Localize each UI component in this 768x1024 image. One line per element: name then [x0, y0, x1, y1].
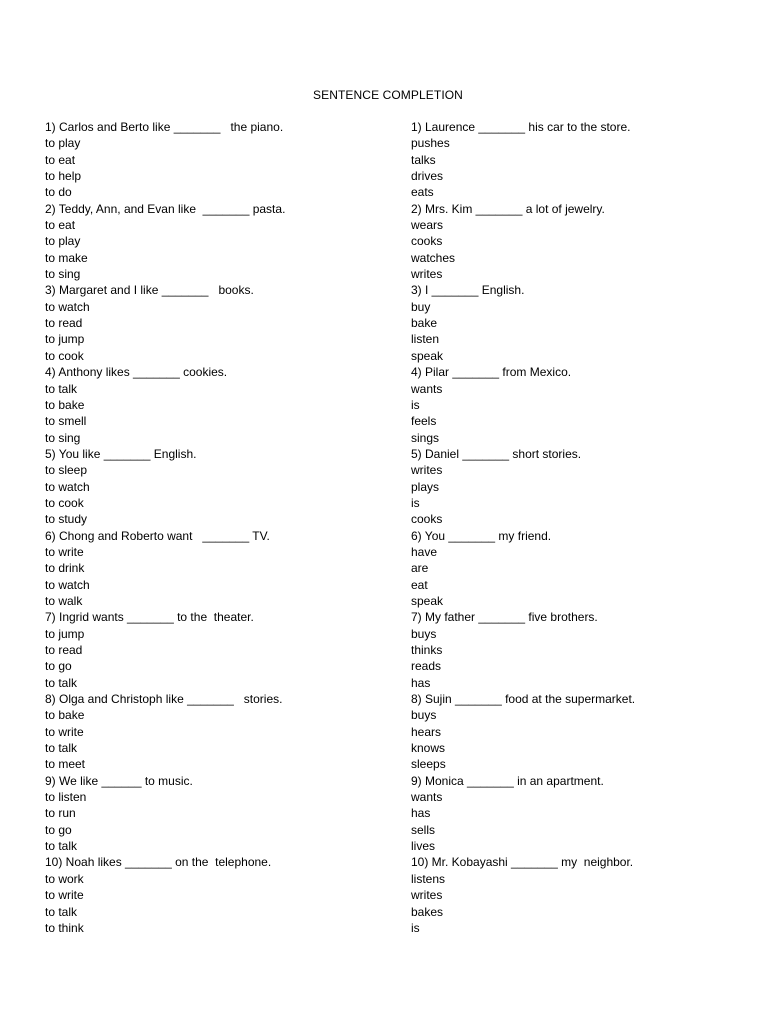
question-prompt: 2) Teddy, Ann, and Evan like _______ pasta.	[45, 201, 286, 216]
left-question-4	[45, 364, 285, 446]
answer-option: to work	[45, 871, 84, 886]
question-prompt: 9) Monica _______ in an apartment.	[411, 773, 604, 788]
question-prompt: 7) My father _______ five brothers.	[411, 610, 598, 625]
answer-option: to read	[45, 643, 83, 657]
answer-option: listen	[411, 332, 440, 347]
left-question-column	[45, 119, 285, 936]
answer-option: cooks	[411, 234, 443, 249]
answer-option: thinks	[411, 643, 443, 657]
right-question-9	[411, 773, 635, 855]
page-title: SENTENCE COMPLETION	[313, 88, 463, 102]
answer-option: has	[411, 806, 431, 821]
answer-option: wants	[411, 790, 443, 805]
question-prompt: 3) Margaret and I like _______ books.	[45, 283, 254, 298]
answer-option: wears	[411, 218, 444, 233]
answer-option: writes	[411, 267, 443, 282]
answer-option: to watch	[45, 577, 90, 592]
question-prompt: 6) Chong and Roberto want _______ TV.	[45, 528, 270, 543]
left-question-1	[45, 119, 285, 201]
answer-option: is	[411, 397, 420, 412]
answer-option: pushes	[411, 136, 450, 151]
left-question-10	[45, 854, 285, 936]
question-prompt: 10) Mr. Kobayashi _______ my neighbor.	[411, 855, 634, 870]
answer-option: reads	[411, 659, 442, 674]
right-question-5	[411, 446, 635, 528]
answer-option: to talk	[45, 381, 78, 396]
left-question-6	[45, 528, 285, 610]
question-prompt: 5) Daniel _______ short stories.	[411, 446, 582, 461]
question-prompt: 5) You like _______ English.	[45, 446, 197, 461]
right-question-8	[411, 691, 635, 773]
answer-option: to eat	[45, 218, 76, 233]
answer-option: to drink	[45, 561, 85, 576]
answer-option: bakes	[411, 904, 444, 919]
question-prompt: 9) We like ______ to music.	[45, 773, 193, 788]
answer-option: to talk	[45, 675, 78, 690]
answer-option: to cook	[45, 495, 84, 510]
question-prompt: 6) You _______ my friend.	[411, 528, 552, 543]
answer-option: have	[411, 544, 438, 559]
answer-option: speak	[411, 348, 444, 363]
answer-option: to smell	[45, 414, 87, 429]
answer-option: to talk	[45, 741, 78, 756]
answer-option: is	[411, 920, 420, 935]
right-question-2	[411, 201, 635, 283]
right-question-1	[411, 119, 635, 201]
question-prompt: 10) Noah likes _______ on the telephone.	[45, 855, 272, 870]
answer-option: knows	[411, 741, 446, 756]
answer-option: sings	[411, 430, 440, 445]
answer-option: buys	[411, 708, 437, 723]
answer-option: to watch	[45, 299, 90, 314]
answer-option: sleeps	[411, 757, 446, 772]
answer-option: to do	[45, 185, 72, 200]
answer-option: to write	[45, 888, 84, 903]
answer-option: wants	[411, 381, 443, 396]
answer-option: has	[411, 675, 431, 690]
answer-option: to help	[45, 169, 82, 184]
left-question-2	[45, 201, 285, 283]
question-prompt: 8) Olga and Christoph like _______ stories.	[45, 692, 283, 707]
answer-option: to write	[45, 724, 84, 739]
answer-option: is	[411, 495, 420, 510]
question-prompt: 4) Anthony likes _______ cookies.	[45, 365, 228, 380]
right-question-4	[411, 364, 635, 446]
answer-option: to sleep	[45, 463, 88, 478]
answer-option: to eat	[45, 152, 76, 167]
question-prompt: 7) Ingrid wants _______ to the theater.	[45, 610, 254, 625]
answer-option: to meet	[45, 757, 86, 772]
answer-option: to talk	[45, 839, 78, 854]
answer-option: eats	[411, 185, 434, 200]
answer-option: listens	[411, 871, 446, 886]
answer-option: bake	[411, 316, 438, 331]
left-question-8	[45, 691, 285, 773]
answer-option: to go	[45, 659, 72, 674]
answer-option: to think	[45, 920, 84, 935]
answer-option: cooks	[411, 512, 443, 527]
left-question-7	[45, 609, 285, 691]
answer-option: lives	[411, 839, 436, 854]
answer-option: to listen	[45, 790, 87, 805]
answer-option: to cook	[45, 348, 84, 363]
answer-option: to jump	[45, 626, 85, 641]
answer-option: are	[411, 561, 429, 576]
right-question-3	[411, 282, 635, 364]
answer-option: to sing	[45, 267, 81, 282]
answer-option: plays	[411, 479, 440, 494]
question-prompt: 1) Carlos and Berto like _______ the piano.	[45, 120, 284, 134]
question-prompt: 4) Pilar _______ from Mexico.	[411, 365, 572, 380]
answer-option: to watch	[45, 479, 90, 494]
right-question-10	[411, 854, 635, 936]
answer-option: sells	[411, 822, 436, 837]
answer-option: to sing	[45, 430, 81, 445]
answer-option: to run	[45, 806, 76, 821]
answer-option: eat	[411, 577, 428, 592]
answer-option: to bake	[45, 397, 85, 412]
left-question-5	[45, 446, 285, 528]
left-question-3	[45, 282, 285, 364]
answer-option: talks	[411, 152, 436, 167]
answer-option: writes	[411, 463, 443, 478]
answer-option: to walk	[45, 593, 83, 608]
answer-option: to talk	[45, 904, 78, 919]
answer-option: feels	[411, 414, 437, 429]
answer-option: to play	[45, 234, 81, 249]
answer-option: to bake	[45, 708, 85, 723]
right-question-6	[411, 528, 635, 610]
answer-option: writes	[411, 888, 443, 903]
right-question-7	[411, 609, 635, 691]
answer-option: watches	[411, 250, 456, 265]
answer-option: buys	[411, 626, 437, 641]
answer-option: speak	[411, 593, 444, 608]
left-question-9	[45, 773, 285, 855]
answer-option: to play	[45, 136, 81, 151]
answer-option: to go	[45, 822, 72, 837]
question-prompt: 3) I _______ English.	[411, 283, 525, 298]
answer-option: to make	[45, 250, 88, 265]
question-prompt: 2) Mrs. Kim _______ a lot of jewelry.	[411, 201, 605, 216]
answer-option: to jump	[45, 332, 85, 347]
question-prompt: 1) Laurence _______ his car to the store.	[411, 120, 631, 134]
right-question-column	[411, 119, 635, 936]
answer-option: to study	[45, 512, 88, 527]
answer-option: to read	[45, 316, 83, 331]
answer-option: to write	[45, 544, 84, 559]
answer-option: drives	[411, 169, 444, 184]
answer-option: hears	[411, 724, 442, 739]
answer-option: buy	[411, 299, 431, 314]
question-prompt: 8) Sujin _______ food at the supermarket.	[411, 692, 636, 707]
